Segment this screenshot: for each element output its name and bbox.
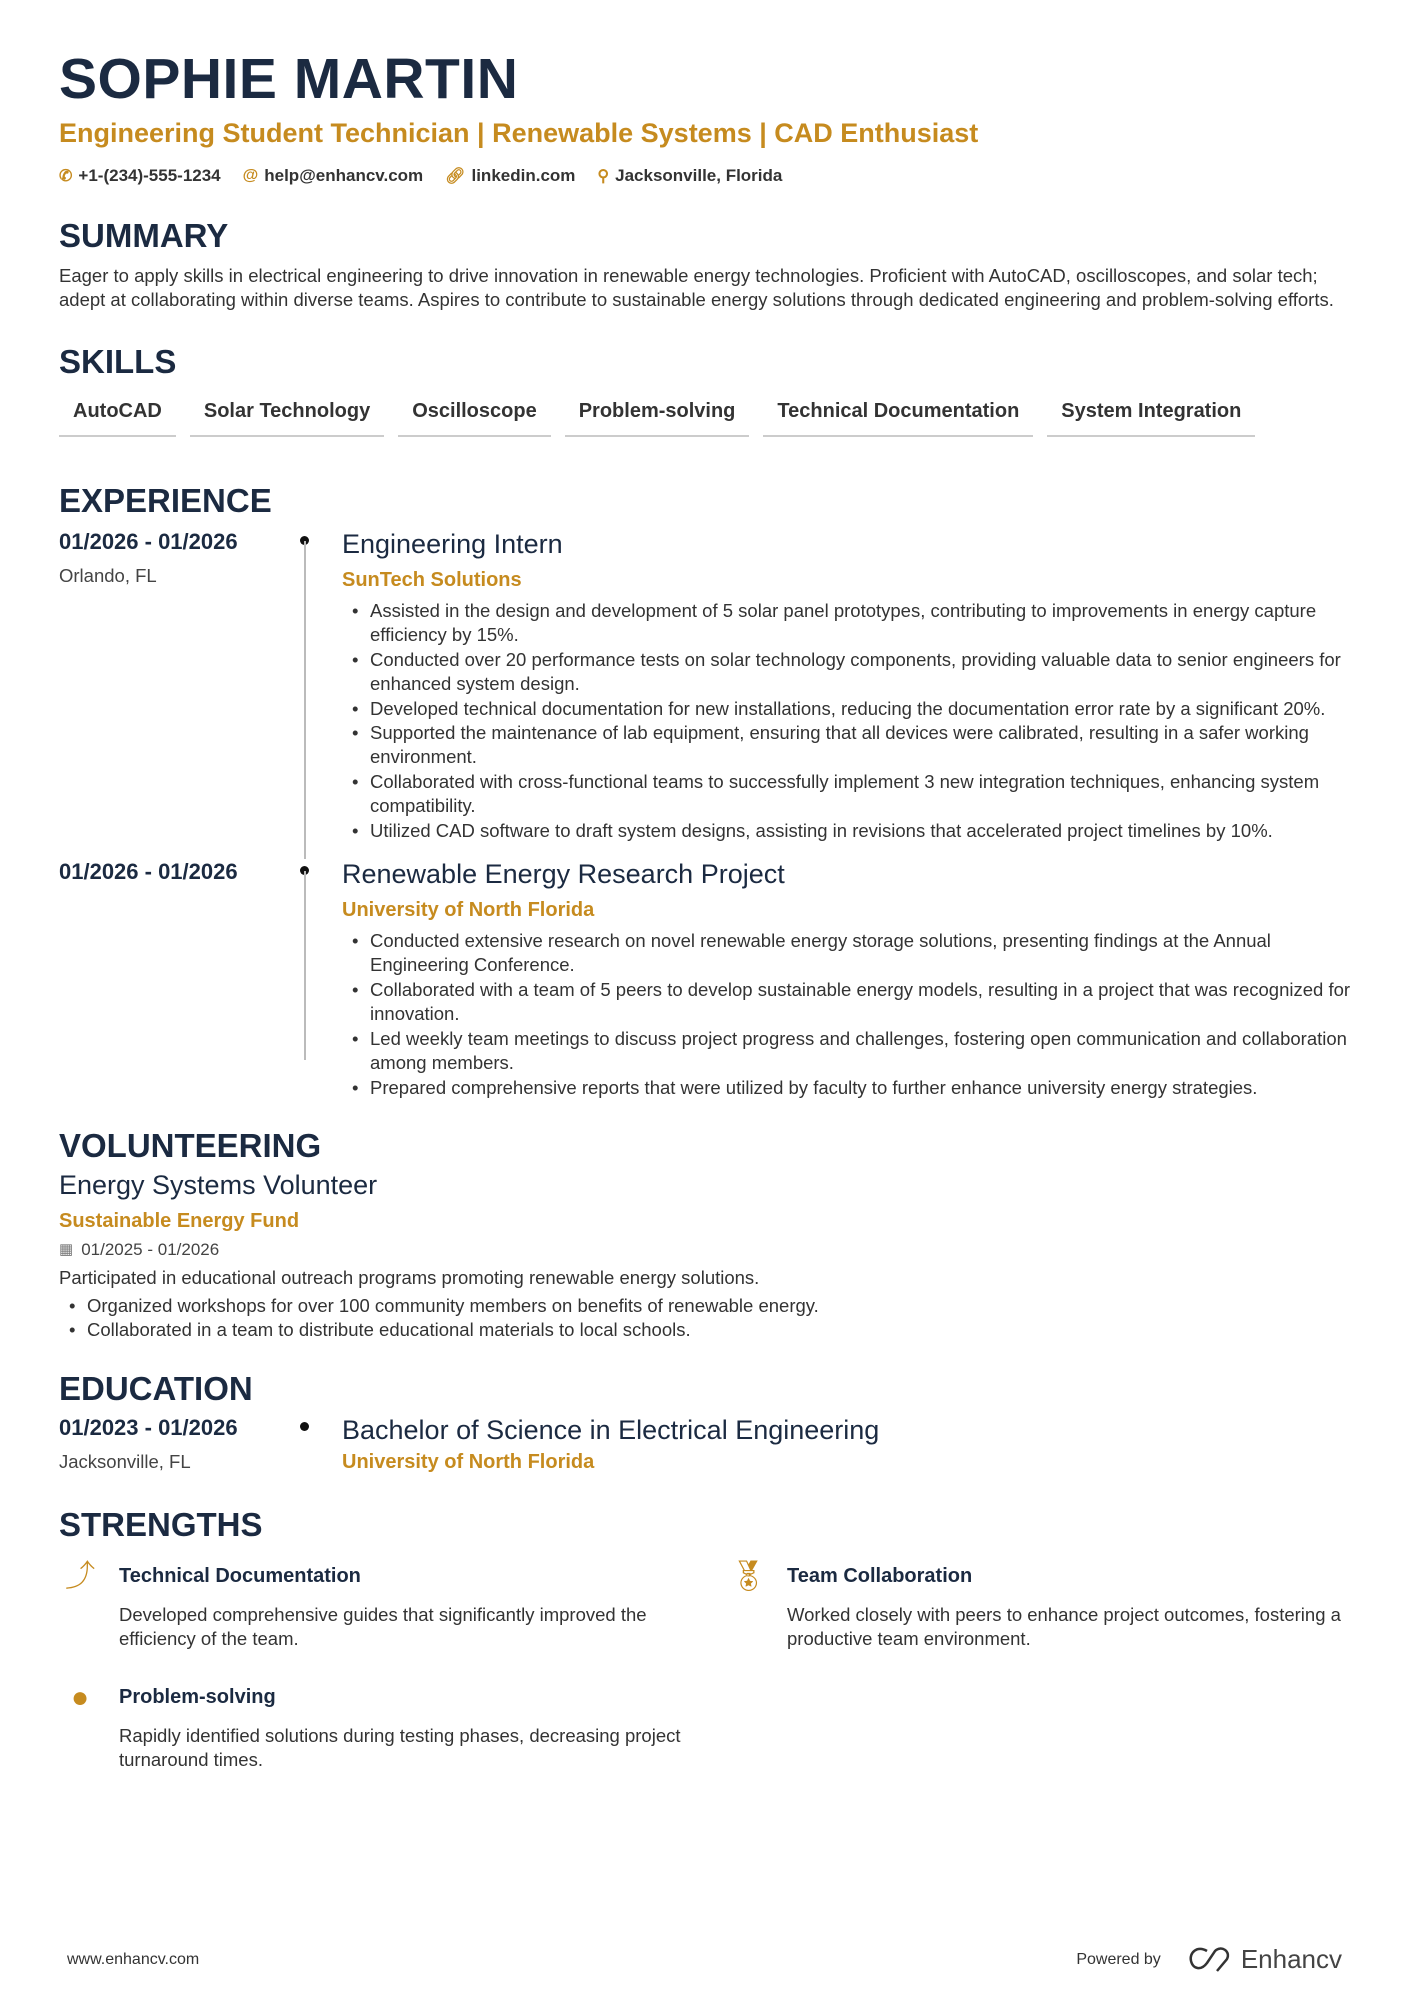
location-icon: ⚲ <box>597 168 610 185</box>
edu-school: University of North Florida <box>342 1450 595 1473</box>
skill-chip: System Integration <box>1047 396 1255 437</box>
footer <box>67 1944 1342 1975</box>
edu-degree: Bachelor of Science in Electrical Engineering <box>342 1414 880 1445</box>
education-section <box>59 1369 1359 1475</box>
experience-entry <box>59 527 1359 843</box>
education-entry <box>59 1413 1359 1475</box>
entry-bullets <box>342 599 1359 843</box>
location-text: Jacksonville, Florida <box>615 166 783 185</box>
phone-icon: ✆ <box>59 168 73 185</box>
volunteer-org: Sustainable Energy Fund <box>59 1209 300 1232</box>
bullet: • Prepared comprehensive reports that were utilized by faculty to further enhance university energy strategies. <box>342 1076 1359 1100</box>
bullet: • Conducted over 20 performance tests on solar technology components, providing valuable data to senior engineers for enhanced system design. <box>342 648 1359 697</box>
contact-linkedin[interactable] <box>445 166 575 186</box>
summary-heading: SUMMARY <box>59 217 229 254</box>
phone-text: +1-(234)-555-1234 <box>78 166 221 185</box>
volunteer-date: 01/2025 - 01/2026 <box>81 1239 220 1259</box>
entry-company: SunTech Solutions <box>342 569 522 591</box>
bullet: • Collaborated in a team to distribute educational materials to local schools. <box>59 1318 1359 1342</box>
timeline <box>300 1413 342 1475</box>
calendar-icon: ▦ <box>59 1240 74 1258</box>
enhancv-logo[interactable] <box>1187 1944 1342 1975</box>
candidate-name: SOPHIE MARTIN <box>59 47 519 111</box>
strength-title: Problem-solving <box>119 1685 276 1708</box>
strength-text: Developed comprehensive guides that significantly improved the efficiency of the team. <box>119 1603 647 1650</box>
bullet: • Collaborated with cross-functional teams to successfully implement 3 new integration techniques, enhancing system compatibility. <box>342 770 1359 819</box>
timeline <box>300 527 342 843</box>
summary-text: Eager to apply skills in electrical engineering to drive innovation in renewable energy technologies. Proficient with AutoCAD, oscilloscopes, and solar tech; adept at collaborating within diverse teams. Aspires to contribute to sustainable energy solutions through dedicated engineering and problem-solving efforts. <box>59 265 1334 310</box>
skill-chip: Problem-solving <box>565 396 750 437</box>
volunteer-role: Energy Systems Volunteer <box>59 1169 378 1200</box>
bullet: • Supported the maintenance of lab equipment, ensuring that all devices were calibrated, resulting in a safer working environment. <box>342 721 1359 770</box>
strength-text: Rapidly identified solutions during testing phases, decreasing project turnaround times. <box>119 1724 681 1770</box>
bullet: • Led weekly team meetings to discuss project progress and challenges, fostering open communication and collaboration among members. <box>342 1027 1359 1076</box>
volunteer-date-row <box>59 1238 1359 1262</box>
strength-item <box>727 1559 1347 1652</box>
contact-email[interactable] <box>243 166 424 186</box>
edu-location: Jacksonville, FL <box>59 1450 191 1472</box>
link-icon: 🔗︎ <box>445 168 466 185</box>
skill-chip: Technical Documentation <box>763 396 1033 437</box>
volunteer-description: Participated in educational outreach programs promoting renewable energy solutions. <box>59 1266 760 1288</box>
skill-chip: AutoCAD <box>59 396 176 437</box>
wand-icon: ⤴ <box>65 1559 95 1593</box>
skill-chip: Solar Technology <box>190 396 384 437</box>
enhancv-logo-icon <box>1187 1947 1233 1973</box>
entry-location: Orlando, FL <box>59 565 157 586</box>
head-icon: ● <box>70 1680 90 1714</box>
bullet: • Developed technical documentation for new installations, reducing the documentation error rate by a significant 20%. <box>342 697 1359 721</box>
volunteering-section <box>59 1126 1359 1343</box>
at-icon: @ <box>242 167 259 184</box>
candidate-title: Engineering Student Technician | Renewable Systems | CAD Enthusiast <box>59 118 979 148</box>
education-heading: EDUCATION <box>59 1369 253 1407</box>
summary-section <box>59 216 1359 312</box>
timeline <box>300 857 342 1100</box>
entry-bullets <box>342 929 1359 1100</box>
bullet: • Organized workshops for over 100 community members on benefits of renewable energy. <box>59 1294 1359 1318</box>
email-text[interactable]: help@enhancv.com <box>264 166 424 185</box>
experience-heading: EXPERIENCE <box>59 482 272 519</box>
entry-company: University of North Florida <box>342 899 595 922</box>
medal-icon: 🏅︎ <box>728 1559 768 1593</box>
contact-phone <box>59 166 221 186</box>
contact-location <box>597 166 782 186</box>
strengths-heading: STRENGTHS <box>59 1505 263 1543</box>
bullet: • Conducted extensive research on novel renewable energy storage solutions, presenting findings at the Annual Engineering Conference. <box>342 929 1359 978</box>
resume <box>59 44 1359 1772</box>
skills-section <box>59 342 1359 437</box>
strength-item <box>59 1680 727 1773</box>
strength-title: Team Collaboration <box>787 1564 973 1587</box>
bullet: • Assisted in the design and development of 5 solar panel prototypes, contributing to improvements in energy capture efficiency by 15%. <box>342 599 1359 648</box>
strengths-section <box>59 1505 1359 1773</box>
edu-date: 01/2023 - 01/2026 <box>59 1414 238 1440</box>
experience-entry <box>59 857 1359 1100</box>
entry-date: 01/2026 - 01/2026 <box>59 859 238 885</box>
entry-role: Engineering Intern <box>342 529 563 559</box>
entry-role: Renewable Energy Research Project <box>342 859 785 890</box>
footer-url[interactable]: www.enhancv.com <box>67 1950 200 1968</box>
volunteering-heading: VOLUNTEERING <box>59 1126 322 1164</box>
linkedin-text[interactable]: linkedin.com <box>471 166 576 185</box>
strength-text: Worked closely with peers to enhance project outcomes, fostering a productive team environment. <box>787 1603 1341 1650</box>
volunteer-bullets <box>59 1294 1359 1343</box>
entry-date: 01/2026 - 01/2026 <box>59 529 238 554</box>
skills-heading: SKILLS <box>59 343 177 380</box>
strength-title: Technical Documentation <box>119 1564 361 1587</box>
contact-bar <box>59 166 1359 186</box>
skill-chip: Oscilloscope <box>398 396 551 437</box>
bullet: • Collaborated with a team of 5 peers to develop sustainable energy models, resulting in a project that was recognized for innovation. <box>342 978 1359 1027</box>
bullet: • Utilized CAD software to draft system designs, assisting in revisions that accelerated project timelines by 10%. <box>342 819 1359 843</box>
strength-item <box>59 1559 727 1652</box>
powered-by: Powered by <box>1076 1950 1161 1968</box>
experience-section <box>59 481 1359 1100</box>
brand-name: Enhancv <box>1240 1944 1342 1974</box>
